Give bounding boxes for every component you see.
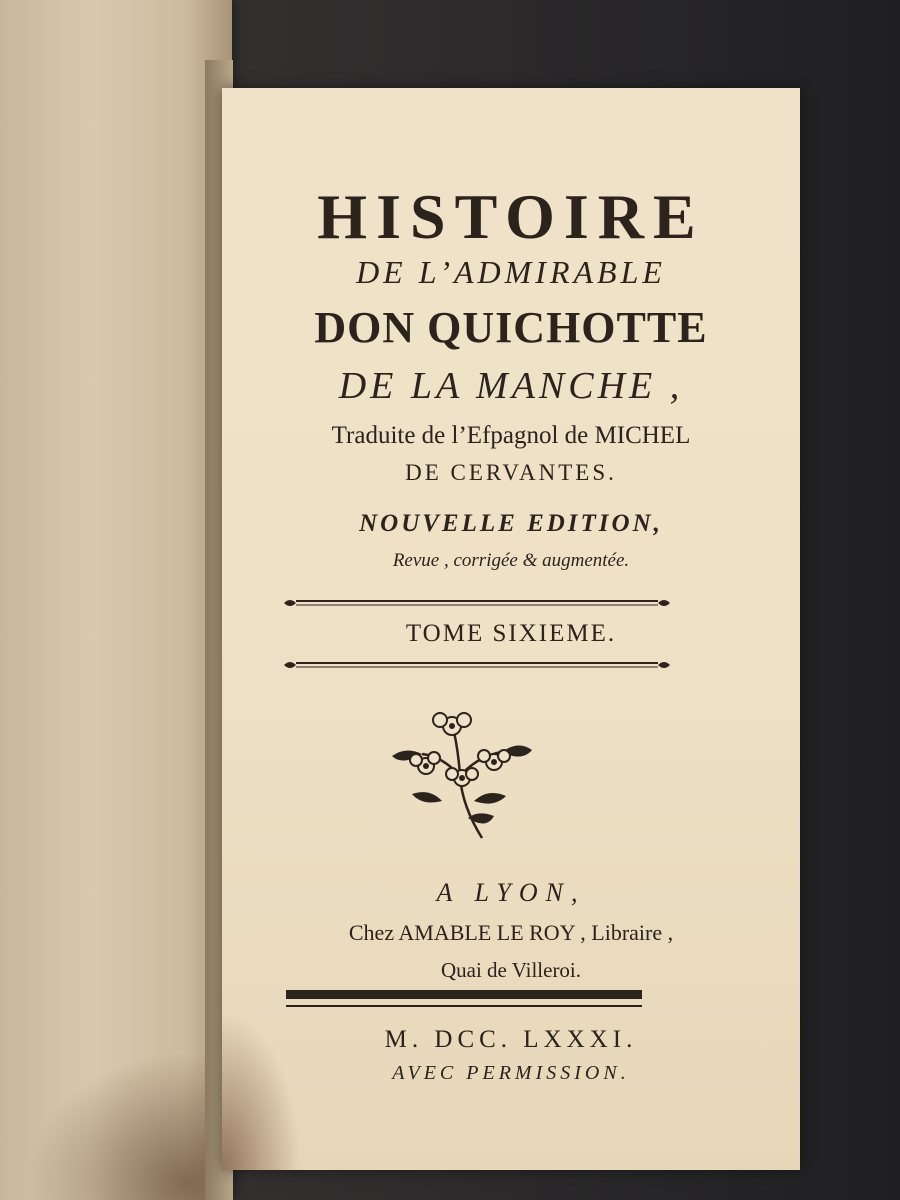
rule-thin bbox=[286, 1005, 642, 1007]
volume-line: TOME SIXIEME. bbox=[405, 620, 617, 647]
place-line: A LYON, bbox=[436, 878, 586, 907]
title-don-quichotte: DON QUICHOTTE bbox=[314, 303, 708, 352]
author-line: DE CERVANTES. bbox=[405, 460, 617, 485]
date-line: M. DCC. LXXXI. bbox=[384, 1026, 638, 1053]
book-cover-leaf bbox=[0, 0, 232, 1200]
translator-line: Traduite de l’Efpagnol de MICHEL bbox=[331, 422, 691, 449]
publisher-line: Chez AMABLE LE ROY , Libraire , bbox=[348, 920, 674, 945]
title-page bbox=[222, 88, 800, 1170]
ornamental-rule-bottom bbox=[282, 658, 672, 672]
title-histoire: HISTOIRE bbox=[317, 181, 705, 252]
edition-line: NOUVELLE EDITION, bbox=[359, 510, 663, 537]
ornamental-rule-top bbox=[282, 596, 672, 610]
address-line: Quai de Villeroi. bbox=[440, 958, 582, 982]
title-admirable: DE L’ADMIRABLE bbox=[356, 254, 666, 290]
rule-thick bbox=[286, 990, 642, 999]
edition-note: Revue , corrigée & augmentée. bbox=[392, 550, 630, 571]
flower-vignette-icon bbox=[382, 706, 542, 846]
permission-line: AVEC PERMISSION. bbox=[392, 1062, 630, 1084]
title-manche: DE LA MANCHE , bbox=[338, 365, 684, 407]
